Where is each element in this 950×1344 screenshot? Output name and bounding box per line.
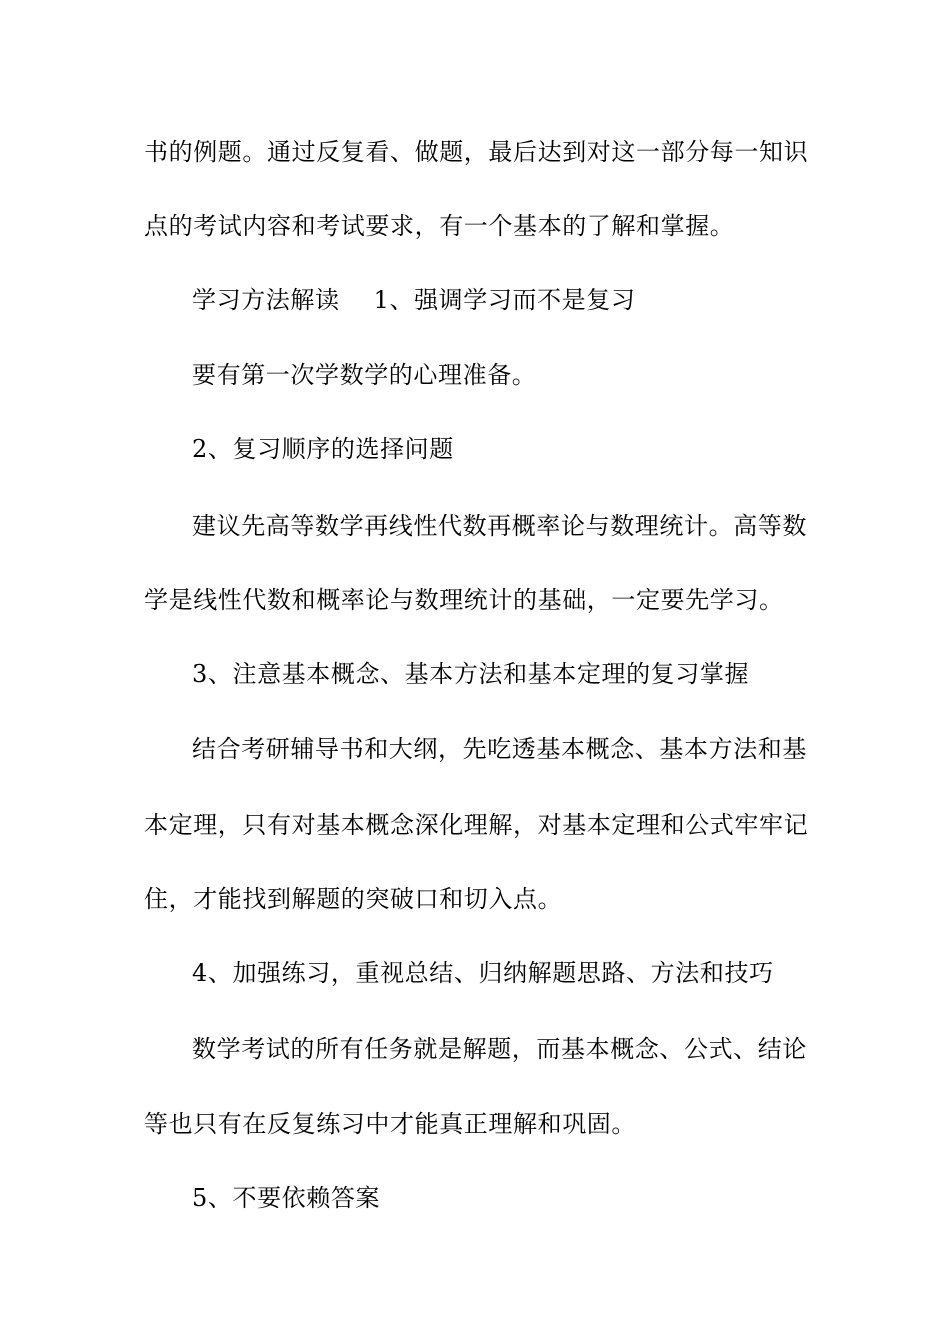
- section-heading: 学习方法解读: [192, 286, 340, 314]
- paragraph-line: 建议先高等数学再线性代数再概率论与数理统计。高等数: [192, 512, 807, 540]
- subheading: 3、注意基本概念、基本方法和基本定理的复习掌握: [192, 660, 750, 688]
- paragraph-line: 等也只有在反复练习中才能真正理解和巩固。: [144, 1110, 636, 1138]
- subheading: 5、不要依赖答案: [192, 1184, 381, 1212]
- paragraph-line: 本定理，只有对基本概念深化理解，对基本定理和公式牢牢记: [144, 811, 809, 839]
- paragraph-line: 点的考试内容和考试要求，有一个基本的了解和掌握。: [144, 212, 735, 240]
- subheading: 4、加强练习，重视总结、归纳解题思路、方法和技巧: [192, 959, 774, 987]
- paragraph-line: 住，才能找到解题的突破口和切入点。: [144, 885, 563, 913]
- paragraph-line: 学是线性代数和概率论与数理统计的基础，一定要先学习。: [144, 586, 784, 614]
- section-heading-line: [192, 280, 862, 320]
- paragraph-line: 结合考研辅导书和大纲，先吃透基本概念、基本方法和基: [192, 735, 807, 763]
- paragraph-line: 数学考试的所有任务就是解题，而基本概念、公式、结论: [192, 1035, 807, 1063]
- subheading: 1、强调学习而不是复习: [373, 286, 636, 314]
- paragraph-line: 要有第一次学数学的心理准备。: [192, 361, 537, 389]
- paragraph-line: 书的例题。通过反复看、做题，最后达到对这一部分每一知识: [144, 138, 809, 166]
- subheading: 2、复习顺序的选择问题: [192, 435, 454, 463]
